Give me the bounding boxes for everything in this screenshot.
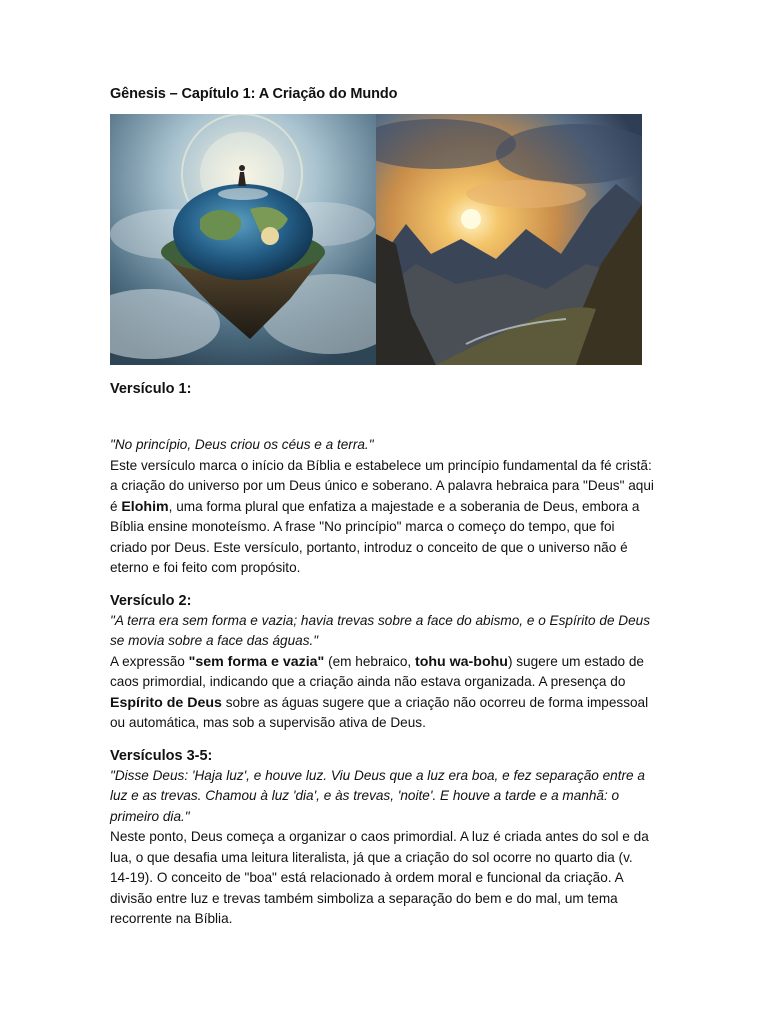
document-page <box>110 86 655 930</box>
sunrise-mountains-illustration-icon <box>376 114 642 365</box>
verse-quote: "No princípio, Deus criou os céus e a terra." <box>110 437 374 452</box>
creation-earth-illustration-icon <box>110 114 376 365</box>
document-title: Gênesis – Capítulo 1: A Criação do Mundo <box>110 86 398 102</box>
commentary-paragraph: Neste ponto, Deus começa a organizar o caos primordial. A luz é criada antes do sol e da lua, o que desafia uma leitura literalista, já que a criação do sol ocorre no quarto dia (v. 14-19). O conceito de "boa" está relacionado à ordem moral e funcional da criação. A divisão entre luz e trevas também simboliza a separação do bem e do mal, um tema recorrente na Bíblia. <box>110 829 649 926</box>
commentary-paragraph: Este versículo marca o início da Bíblia e estabelece um princípio fundamental da fé cristã: a criação do universo por um Deus único e soberano. A palavra hebraica para "Deus" aqui é Elohim, uma forma plural que enfatiza a majestade e a soberania de Deus, embora a Bíblia ensine monoteísmo. A frase "No princípio" marca o começo do tempo, que foi criado por Deus. Este versículo, portanto, introduz o conceito de que o universo não é eterno e foi feito com propósito. <box>110 457 654 575</box>
commentary-paragraph: A expressão "sem forma e vazia" (em hebraico, tohu wa-bohu) sugere um estado de caos primordial, indicando que a criação ainda não estava organizada. A presença do Espírito de Deus sobre as águas sugere que a criação não ocorreu de forma impessoal ou automática, mas sob a supervisão ativa de Deus. <box>110 653 649 730</box>
section-heading: Versículo 2: <box>110 592 192 609</box>
verse-quote: "A terra era sem forma e vazia; havia trevas sobre a face do abismo, e o Espírito de Deus se movia sobre a face das águas." <box>110 612 651 648</box>
verse-quote: "Disse Deus: 'Haja luz', e houve luz. Viu Deus que a luz era boa, e fez separação entre a luz e as trevas. Chamou à luz 'dia', e às trevas, 'noite'. E houve a tarde e a manhã: o primeiro dia." <box>110 767 645 824</box>
section-heading: Versículo 1: <box>110 381 192 397</box>
section-heading: Versículos 3-5: <box>110 747 213 764</box>
illustration-row <box>110 114 642 365</box>
